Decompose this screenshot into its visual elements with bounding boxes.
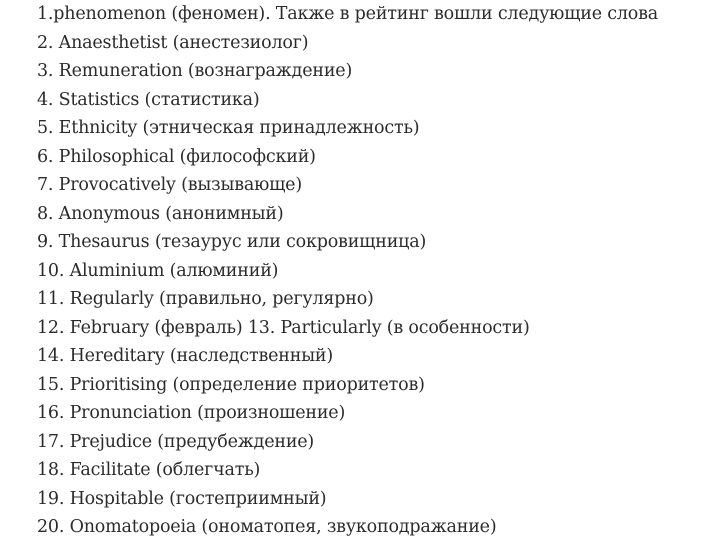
list-line-6: 6. Philosophical (философский) [37, 146, 316, 167]
list-line-15: 16. Pronunciation (произношение) [37, 403, 346, 423]
list-line-1: 1.phenomenon (феномен). Также в рейтинг вошли следующие слова [37, 4, 659, 24]
list-line-19: 20. Onomatopoeia (ономатопея, звукоподражание) [37, 517, 497, 537]
list-line-4: 4. Statistics (статистика) [37, 89, 260, 110]
list-line-5: 5. Ethnicity (этническая принадлежность) [37, 118, 420, 138]
list-line-2: 2. Anaesthetist (анестезиолог) [37, 32, 309, 53]
list-line-16: 17. Prejudice (предубеждение) [37, 431, 315, 452]
list-line-7: 7. Provocatively (вызывающе) [37, 175, 302, 195]
list-line-9: 9. Thesaurus (тезаурус или сокровищница) [37, 232, 427, 252]
list-line-11: 11. Regularly (правильно, регулярно) [37, 289, 374, 309]
list-line-13: 14. Hereditary (наследственный) [37, 346, 334, 366]
list-line-17: 18. Facilitate (облегчать) [37, 460, 261, 480]
list-line-10: 10. Aluminium (алюминий) [37, 260, 279, 281]
list-line-3: 3. Remuneration (вознаграждение) [37, 61, 353, 81]
word-list [37, 0, 697, 542]
list-line-12: 12. February (февраль) 13. Particularly (в особенности) [37, 317, 530, 338]
list-line-14: 15. Prioritising (определение приоритетов) [37, 374, 425, 395]
list-line-8: 8. Anonymous (анонимный) [37, 203, 284, 224]
list-line-18: 19. Hospitable (гостеприимный) [37, 488, 327, 509]
